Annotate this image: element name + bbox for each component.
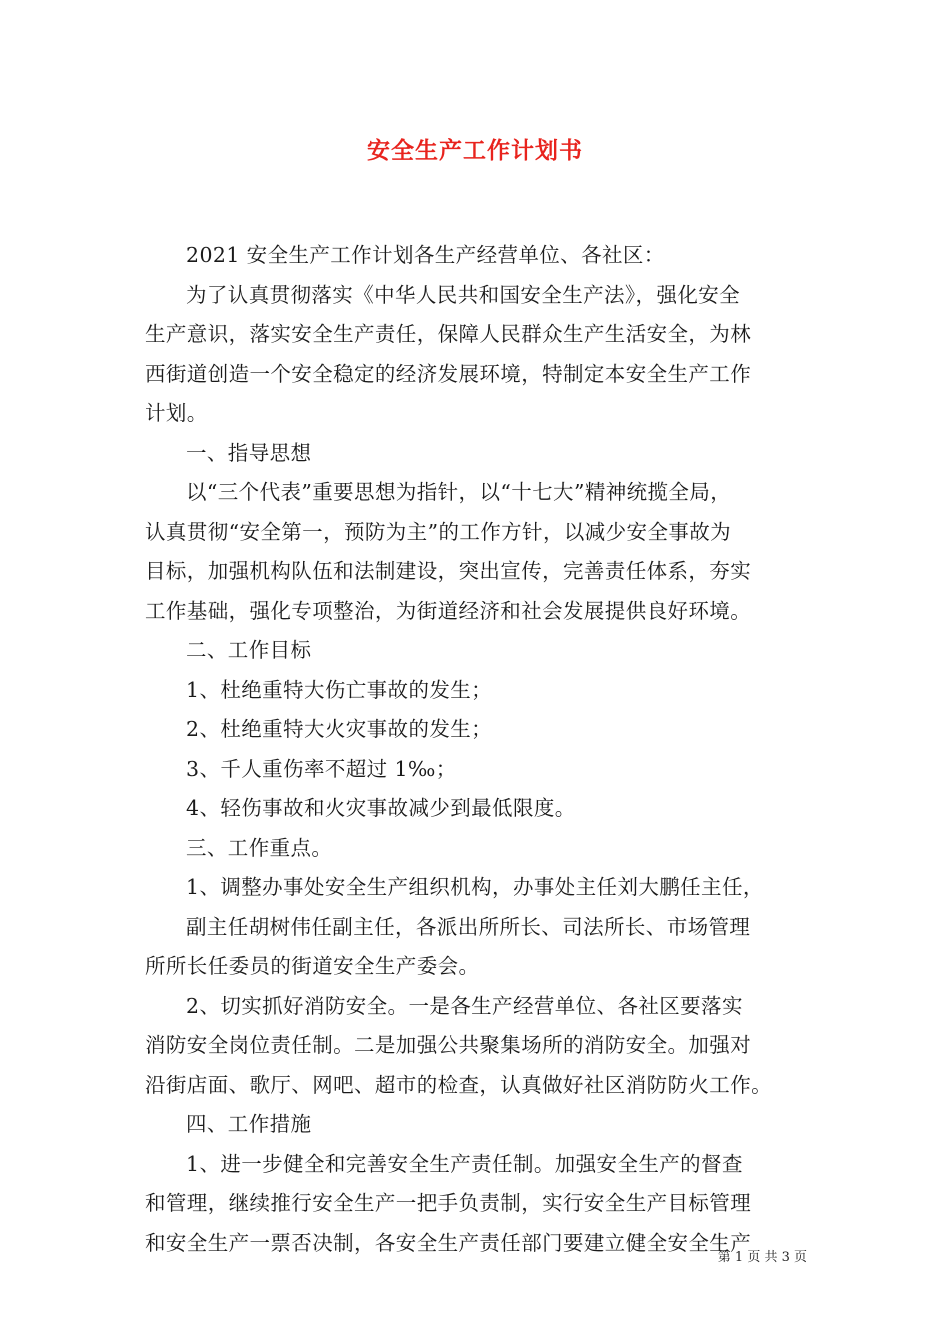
document-title: 安全生产工作计划书 <box>367 137 583 164</box>
goal-text: 2、杜绝重特大火灾事故的发生； <box>186 717 493 741</box>
focus-line: 所所长任委员的街道安全生产委会。 <box>145 954 480 978</box>
section-heading-work-focus <box>145 829 807 869</box>
page-number: 第 1 页 共 3 页 <box>717 1250 807 1265</box>
measure-line: 和安全生产一票否决制，各安全生产责任部门要建立健全安全生产 <box>145 1230 752 1255</box>
guide-line: 目标，加强机构队伍和法制建设，突出宣传，完善责任体系，夯实 <box>145 559 752 583</box>
measure-paragraph-1 <box>145 1145 807 1264</box>
focus-line: 沿街店面、歌厅、网吧、超市的检查，认真做好社区消防防火工作。 <box>145 1072 772 1097</box>
goal-text: 3、千人重伤率不超过 1‰； <box>186 756 457 781</box>
section-heading-text: 二、工作目标 <box>186 638 312 662</box>
goal-item <box>145 750 807 790</box>
guide-line: 工作基础，强化专项整治，为街道经济和社会发展提供良好环境。 <box>145 598 752 623</box>
focus-line: 1、调整办事处安全生产组织机构，办事处主任刘大鹏任主任， <box>186 875 764 899</box>
guide-line: 以“三个代表”重要思想为指针，以“十七大”精神统揽全局， <box>186 480 732 504</box>
intro-line: 为了认真贯彻落实《中华人民共和国安全生产法》，强化安全 <box>186 282 741 307</box>
section-heading-work-measures <box>145 1105 807 1145</box>
focus-paragraph-1 <box>145 868 807 987</box>
guiding-ideology-paragraph <box>145 473 807 631</box>
goal-item <box>145 671 807 711</box>
intro-line: 西街道创造一个安全稳定的经济发展环境，特制定本安全生产工作 <box>145 361 752 386</box>
focus-paragraph-2 <box>145 987 807 1106</box>
section-heading-text: 一、指导思想 <box>186 440 312 465</box>
greeting-line: 2021 安全生产工作计划各生产经营单位、各社区： <box>186 243 665 267</box>
intro-line: 生产意识，落实安全生产责任，保障人民群众生产生活安全，为林 <box>145 322 752 346</box>
section-heading-text: 四、工作措施 <box>186 1112 312 1136</box>
focus-line: 消防安全岗位责任制。二是加强公共聚集场所的消防安全。加强对 <box>145 1033 752 1057</box>
intro-paragraph <box>145 276 807 434</box>
goal-text: 4、轻伤事故和火灾事故减少到最低限度。 <box>186 796 576 820</box>
measure-line: 和管理，继续推行安全生产一把手负责制，实行安全生产目标管理 <box>145 1191 752 1215</box>
document-body <box>145 236 807 1263</box>
measure-line: 1、进一步健全和完善安全生产责任制。加强安全生产的督查 <box>186 1151 743 1176</box>
focus-line: 2、切实抓好消防安全。一是各生产经营单位、各社区要落实 <box>186 993 743 1018</box>
section-heading-work-goals <box>145 631 807 671</box>
section-heading-guiding-ideology <box>145 434 807 474</box>
goal-item <box>145 789 807 829</box>
guide-line: 认真贯彻“安全第一，预防为主”的工作方针，以减少安全事故为 <box>145 519 732 544</box>
goal-text: 1、杜绝重特大伤亡事故的发生； <box>186 677 493 702</box>
greeting-paragraph <box>145 236 807 276</box>
goal-item <box>145 710 807 750</box>
focus-line: 副主任胡树伟任副主任，各派出所所长、司法所长、市场管理 <box>186 914 751 939</box>
section-heading-text: 三、工作重点。 <box>186 835 333 860</box>
intro-line: 计划。 <box>145 401 208 425</box>
